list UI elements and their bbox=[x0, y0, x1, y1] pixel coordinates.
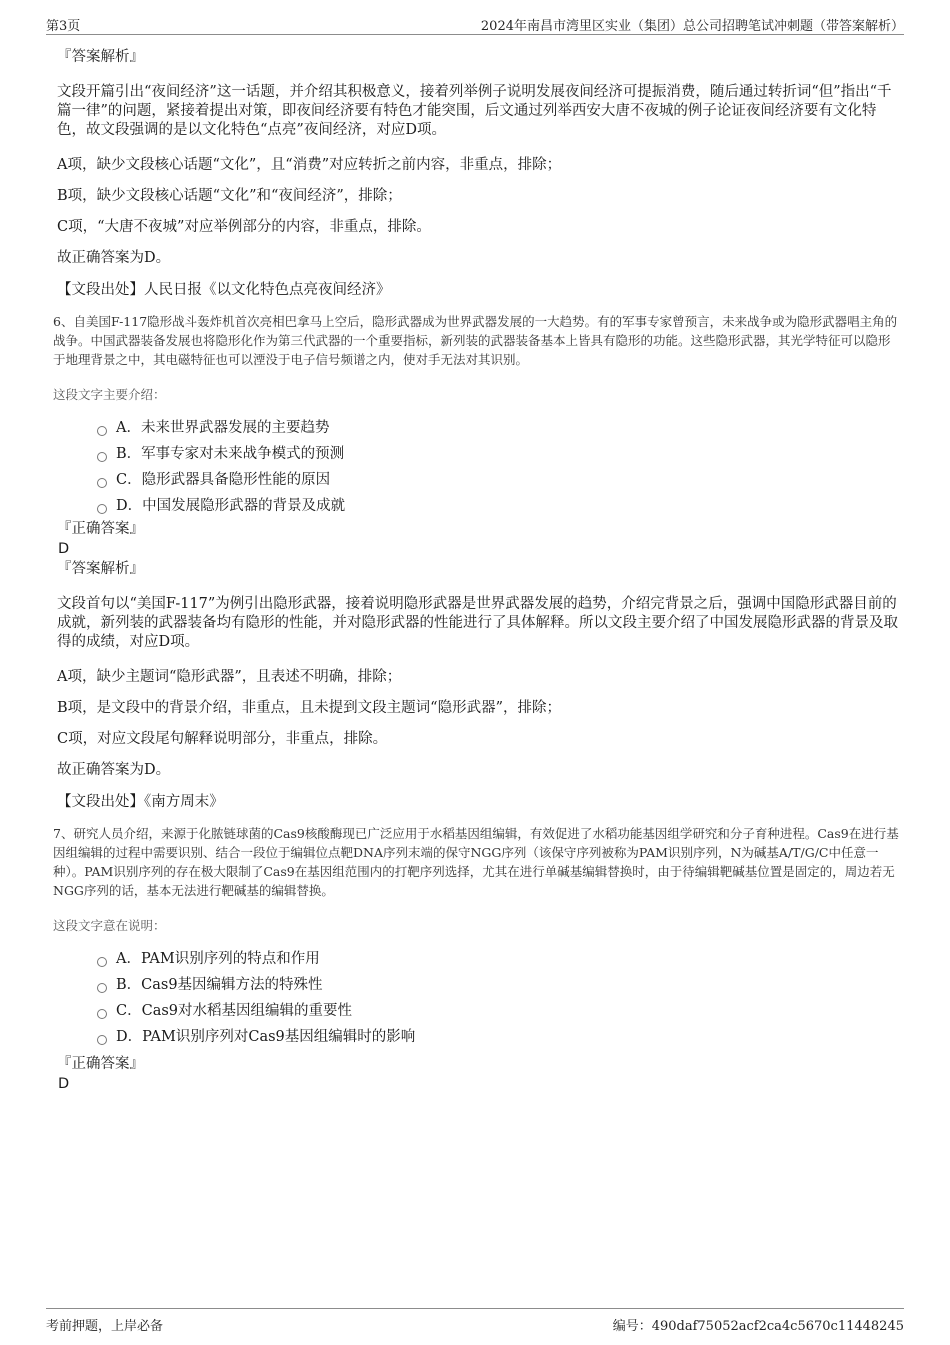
analysis-line-b: B项，是文段中的背景介绍，非重点，且未提到文段主题词“隐形武器”，排除； bbox=[57, 700, 561, 716]
radio-icon[interactable] bbox=[97, 426, 107, 436]
option-a[interactable] bbox=[97, 415, 902, 441]
question-7-prompt: 这段文字意在说明： bbox=[53, 918, 166, 933]
option-label: A．未来世界武器发展的主要趋势 bbox=[116, 420, 330, 436]
question-6-options bbox=[57, 415, 902, 519]
page-footer bbox=[46, 1308, 904, 1334]
analysis-text: 文段首句以“美国F-117”为例引出隐形武器，接着说明隐形武器是世界武器发展的趋势，介绍完背景之后，强调中国隐形武器目前的成就，新列装的武器装备均有隐形的性能，并对隐形武器的性能进行了具体解释。所以文段主要介绍了中国发展隐形武器的背景及取得的成绩，对应D项。 bbox=[57, 596, 898, 650]
correct-answer-label: 『正确答案』 bbox=[57, 521, 144, 537]
option-b[interactable] bbox=[97, 972, 902, 998]
radio-icon[interactable] bbox=[97, 478, 107, 488]
option-c[interactable] bbox=[97, 998, 902, 1024]
correct-answer-label: 『正确答案』 bbox=[57, 1056, 144, 1072]
analysis-text: 文段开篇引出“夜间经济”这一话题，并介绍其积极意义，接着列举例子说明发展夜间经济可提振消费，随后通过转折词“但”指出“千篇一律”的问题，紧接着提出对策，即夜间经济要有特色才能突围，后文通过列举西安大唐不夜城的例子论证夜间经济要有文化特色，故文段强调的是以文化特色“点亮”夜间经济，对应D项。 bbox=[57, 84, 892, 138]
radio-icon[interactable] bbox=[97, 957, 107, 967]
option-label: D．中国发展隐形武器的背景及成就 bbox=[116, 498, 346, 514]
question-7-options bbox=[57, 946, 902, 1050]
option-label: D．PAM识别序列对Cas9基因组编辑时的影响 bbox=[116, 1029, 416, 1045]
option-d[interactable] bbox=[97, 493, 902, 519]
footer-slogan: 考前押题，上岸必备 bbox=[46, 1319, 164, 1334]
option-a[interactable] bbox=[97, 946, 902, 972]
question-6-text: 6、自美国F-117隐形战斗轰炸机首次亮相巴拿马上空后，隐形武器成为世界武器发展的一大趋势。有的军事专家曾预言，未来战争或为隐形武器唱主角的战争。中国武器装备发展也将隐形化作为第三代武器的一个重要指标，新列装的武器装备基本上皆具有隐形的功能。这些隐形武器，其光学特征可以隐形于地理背景之中，其电磁特征也可以湮没于电子信号频谱之内，使对手无法对其识别。 bbox=[53, 314, 898, 367]
analysis-line-c: C项，“大唐不夜城”对应举例部分的内容，非重点，排除。 bbox=[57, 219, 431, 235]
question-6-prompt: 这段文字主要介绍： bbox=[53, 387, 166, 402]
document-serial: 编号：490daf75052acf2ca4c5670c11448245 bbox=[612, 1319, 904, 1334]
correct-answer-value: D bbox=[58, 541, 70, 557]
page-header bbox=[46, 14, 904, 35]
document-title: 2024年南昌市湾里区实业（集团）总公司招聘笔试冲刺题（带答案解析） bbox=[480, 19, 904, 34]
page-number: 第3页 bbox=[46, 19, 81, 34]
radio-icon[interactable] bbox=[97, 504, 107, 514]
option-label: C．隐形武器具备隐形性能的原因 bbox=[116, 472, 331, 488]
analysis-label: 『答案解析』 bbox=[57, 561, 144, 577]
option-label: C．Cas9对水稻基因组编辑的重要性 bbox=[116, 1003, 352, 1019]
analysis-conclusion: 故正确答案为D。 bbox=[57, 250, 171, 266]
source-citation: 【文段出处】人民日报《以文化特色点亮夜间经济》 bbox=[57, 282, 391, 298]
radio-icon[interactable] bbox=[97, 1035, 107, 1045]
option-d[interactable] bbox=[97, 1024, 902, 1050]
question-7-text: 7、研究人员介绍，来源于化脓链球菌的Cas9核酸酶现已广泛应用于水稻基因组编辑，有效促进了水稻功能基因组学研究和分子育种进程。Cas9在进行基因组编辑的过程中需要识别、结合一段位于编辑位点靶DNA序列末端的保守NGG序列（该保守序列被称为PAM识别序列，N为碱基A/T/G/C中任意一种）。PAM识别序列的存在极大限制了Cas9在基因组范围内的打靶序列选择，尤其在进行单碱基编辑替换时，由于待编辑靶碱基位置是固定的，周边若无NGG序列的话，基本无法进行靶碱基的编辑替换。 bbox=[53, 826, 899, 898]
analysis-conclusion: 故正确答案为D。 bbox=[57, 762, 171, 778]
radio-icon[interactable] bbox=[97, 452, 107, 462]
option-b[interactable] bbox=[97, 441, 902, 467]
analysis-label: 『答案解析』 bbox=[57, 49, 144, 65]
analysis-line-a: A项，缺少主题词“隐形武器”，且表述不明确，排除； bbox=[57, 669, 402, 685]
radio-icon[interactable] bbox=[97, 983, 107, 993]
analysis-line-c: C项，对应文段尾句解释说明部分，非重点，排除。 bbox=[57, 731, 388, 747]
analysis-line-b: B项，缺少文段核心话题“文化”和“夜间经济”，排除； bbox=[57, 188, 402, 204]
option-label: A．PAM识别序列的特点和作用 bbox=[116, 951, 320, 967]
page-content bbox=[53, 47, 902, 1094]
option-label: B．Cas9基因编辑方法的特殊性 bbox=[116, 977, 323, 993]
analysis-line-a: A项，缺少文段核心话题“文化”，且“消费”对应转折之前内容，非重点，排除； bbox=[57, 157, 562, 173]
option-label: B．军事专家对未来战争模式的预测 bbox=[116, 446, 345, 462]
correct-answer-value: D bbox=[58, 1076, 70, 1092]
radio-icon[interactable] bbox=[97, 1009, 107, 1019]
source-citation: 【文段出处】《南方周末》 bbox=[57, 794, 224, 810]
option-c[interactable] bbox=[97, 467, 902, 493]
